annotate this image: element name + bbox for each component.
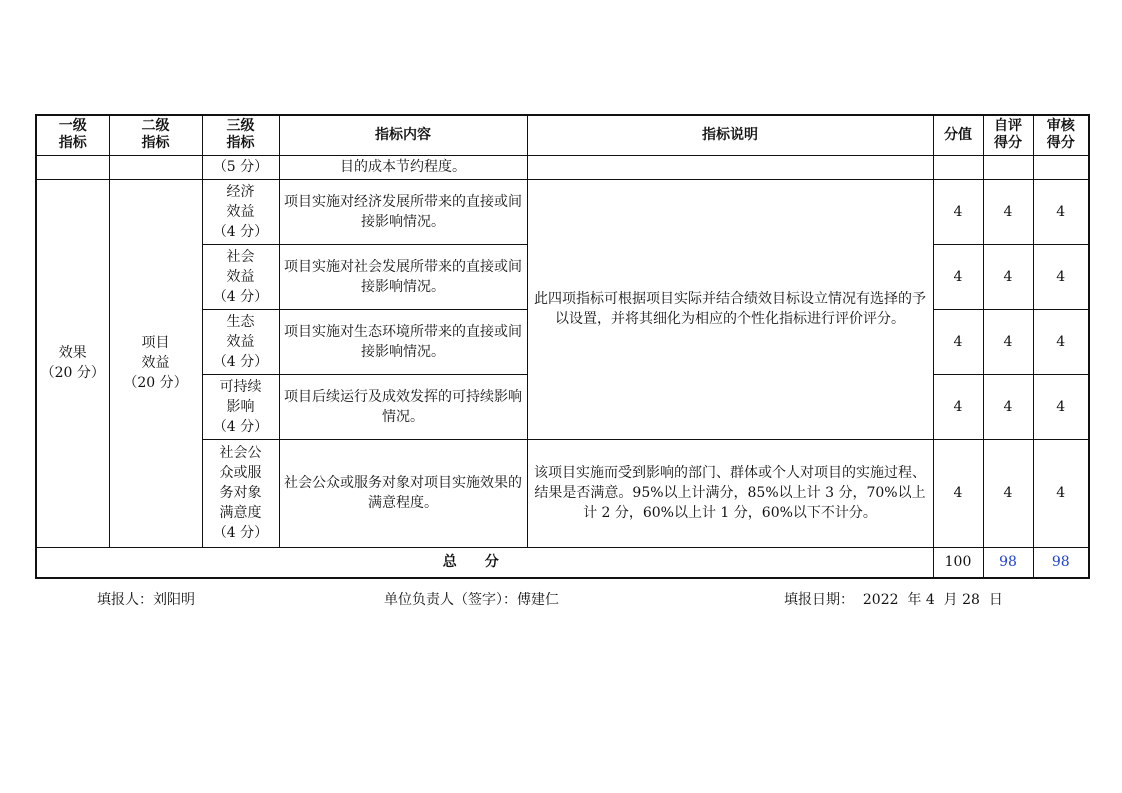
total-audit-score: 98 [1033, 547, 1089, 578]
header-level3: 三级 指标 [202, 115, 279, 155]
header-score: 分值 [933, 115, 983, 155]
row-level3: 生态 效益 （4 分） [202, 309, 279, 374]
shared-explanation: 此四项指标可根据项目实际并结合绩效目标设立情况有选择的予以设置，并将其细化为相应的个性化指标进行评价评分。 [527, 179, 933, 439]
row-self-score: 4 [983, 374, 1033, 439]
row-audit-score: 4 [1033, 309, 1089, 374]
table-row [36, 179, 1089, 244]
header-audit-score: 审核 得分 [1033, 115, 1089, 155]
continuation-level3: （5 分） [202, 155, 279, 179]
row-level3: 经济 效益 （4 分） [202, 179, 279, 244]
row-score: 4 [933, 309, 983, 374]
row-content: 项目实施对经济发展所带来的直接或间接影响情况。 [279, 179, 527, 244]
unit-head-signature: 单位负责人（签字）：傅建仁 [384, 592, 559, 608]
row-self-score: 4 [983, 244, 1033, 309]
row-audit-score: 4 [1033, 374, 1089, 439]
header-level2: 二级 指标 [109, 115, 202, 155]
row-self-score: 4 [983, 439, 1033, 547]
row-score: 4 [933, 179, 983, 244]
header-content: 指标内容 [279, 115, 527, 155]
row-score: 4 [933, 244, 983, 309]
header-level1: 一级 指标 [36, 115, 109, 155]
fill-date: 填报日期： 2022 年 4 月 28 日 [784, 592, 1003, 608]
row-content: 项目后续运行及成效发挥的可持续影响情况。 [279, 374, 527, 439]
row-explanation: 该项目实施而受到影响的部门、群体或个人对项目的实施过程、结果是否满意。95%以上计满分，85%以上计 3 分，70%以上计 2 分，60%以上计 1 分，60%以下不计分。 [527, 439, 933, 547]
row-level3: 社会 效益 （4 分） [202, 244, 279, 309]
row-audit-score: 4 [1033, 179, 1089, 244]
total-score: 100 [933, 547, 983, 578]
row-self-score: 4 [983, 309, 1033, 374]
row-self-score: 4 [983, 179, 1033, 244]
row-score: 4 [933, 439, 983, 547]
row-score: 4 [933, 374, 983, 439]
continuation-content: 目的成本节约程度。 [279, 155, 527, 179]
header-row [36, 115, 1089, 155]
header-self-score: 自评 得分 [983, 115, 1033, 155]
total-row [36, 547, 1089, 578]
row-level3: 社会公 众或服 务对象 满意度 （4 分） [202, 439, 279, 547]
filler-name: 填报人：刘阳明 [97, 592, 195, 608]
effect-level2: 项目 效益 （20 分） [109, 179, 202, 547]
total-label: 总分 [442, 554, 527, 571]
continuation-row [36, 155, 1089, 179]
header-explanation: 指标说明 [527, 115, 933, 155]
row-audit-score: 4 [1033, 439, 1089, 547]
performance-score-table [35, 114, 1090, 579]
row-content: 项目实施对生态环境所带来的直接或间接影响情况。 [279, 309, 527, 374]
row-level3: 可持续 影响 （4 分） [202, 374, 279, 439]
row-content: 项目实施对社会发展所带来的直接或间接影响情况。 [279, 244, 527, 309]
row-audit-score: 4 [1033, 244, 1089, 309]
effect-level1: 效果 （20 分） [36, 179, 109, 547]
total-self-score: 98 [983, 547, 1033, 578]
row-content: 社会公众或服务对象对项目实施效果的满意程度。 [279, 439, 527, 547]
